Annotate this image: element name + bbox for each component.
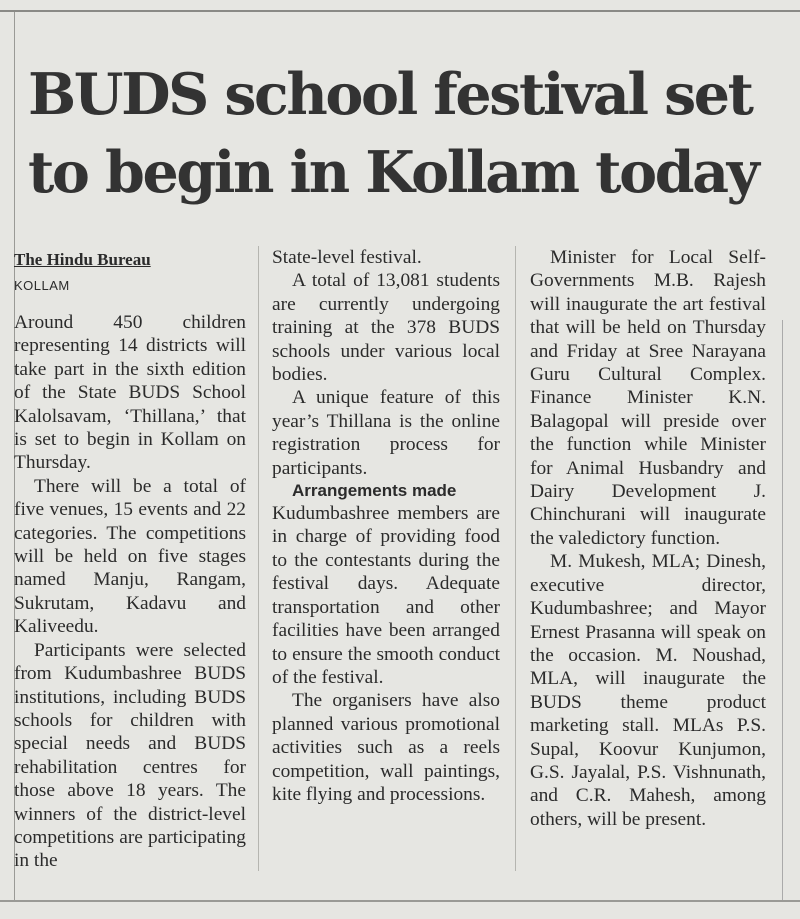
paragraph: M. Mukesh, MLA; Dinesh, executive director, Kudumbashree; and Mayor Ernest Prasanna will speak on the occasion. M. Noushad, MLA, will inaugurate the BUDS theme product marketing stall. MLAs P.S. Supal, Koovur Kunjumon, G.S. Jayalal, P.S. Vishnunath, and C.R. Mahesh, among others, will be present. — [530, 551, 766, 830]
headline-line-1: BUDS school festival set — [28, 61, 752, 128]
paragraph: Around 450 children representing 14 districts will take part in the sixth edition of the State BUDS School Kalolsavam, ‘Thillana,’ that is set to begin in Kollam on Thursday. — [14, 312, 246, 474]
paragraph: Kudumbashree members are in charge of providing food to the contestants during the festival days. Adequate transportation and other facilities have been arranged to ensure the smooth conduct of the festival. — [272, 503, 500, 688]
dateline: KOLLAM — [14, 278, 70, 293]
byline: The Hindu Bureau — [14, 250, 151, 269]
article-column-3 — [530, 246, 766, 831]
article-column-1 — [14, 246, 246, 873]
paragraph: A total of 13,081 students are currently undergoing training at the 378 BUDS schools under various local bodies. — [272, 270, 500, 386]
paragraph: Participants were selected from Kudumbashree BUDS institutions, including BUDS schools for children with special needs and BUDS rehabilitation centres for those above 18 years. The winners of the district-level competitions are participating in the — [14, 639, 246, 872]
bottom-rule — [0, 900, 800, 902]
paragraph: State-level festival. — [272, 247, 422, 268]
subheading: Arrangements made — [292, 481, 457, 501]
paragraph: The organisers have also planned various promotional activities such as a reels competition, wall paintings, kite flying and processions. — [272, 690, 500, 805]
paragraph: A unique feature of this year’s Thillana is the online registration process for participants. — [272, 387, 500, 479]
headline-line-2: to begin in Kollam today — [28, 139, 758, 206]
headline — [28, 56, 788, 212]
adjacent-article-edge — [782, 320, 800, 900]
article-column-2 — [272, 246, 500, 806]
top-rule — [0, 10, 800, 12]
column-divider — [258, 246, 259, 871]
paragraph: There will be a total of five venues, 15 events and 22 categories. The competitions will be held on five stages named Manju, Rangam, Sukrutam, Kadavu and Kaliveedu. — [14, 475, 246, 638]
column-divider — [515, 246, 516, 871]
paragraph: Minister for Local Self-Governments M.B. Rajesh will inaugurate the art festival that will be held on Thursday and Friday at Sree Narayana Guru Cultural Complex. Finance Minister K.N. Balagopal will preside over the function while Minister for Animal Husbandry and Dairy Development J. Chinchurani will inaugurate the valedictory function. — [530, 247, 766, 549]
